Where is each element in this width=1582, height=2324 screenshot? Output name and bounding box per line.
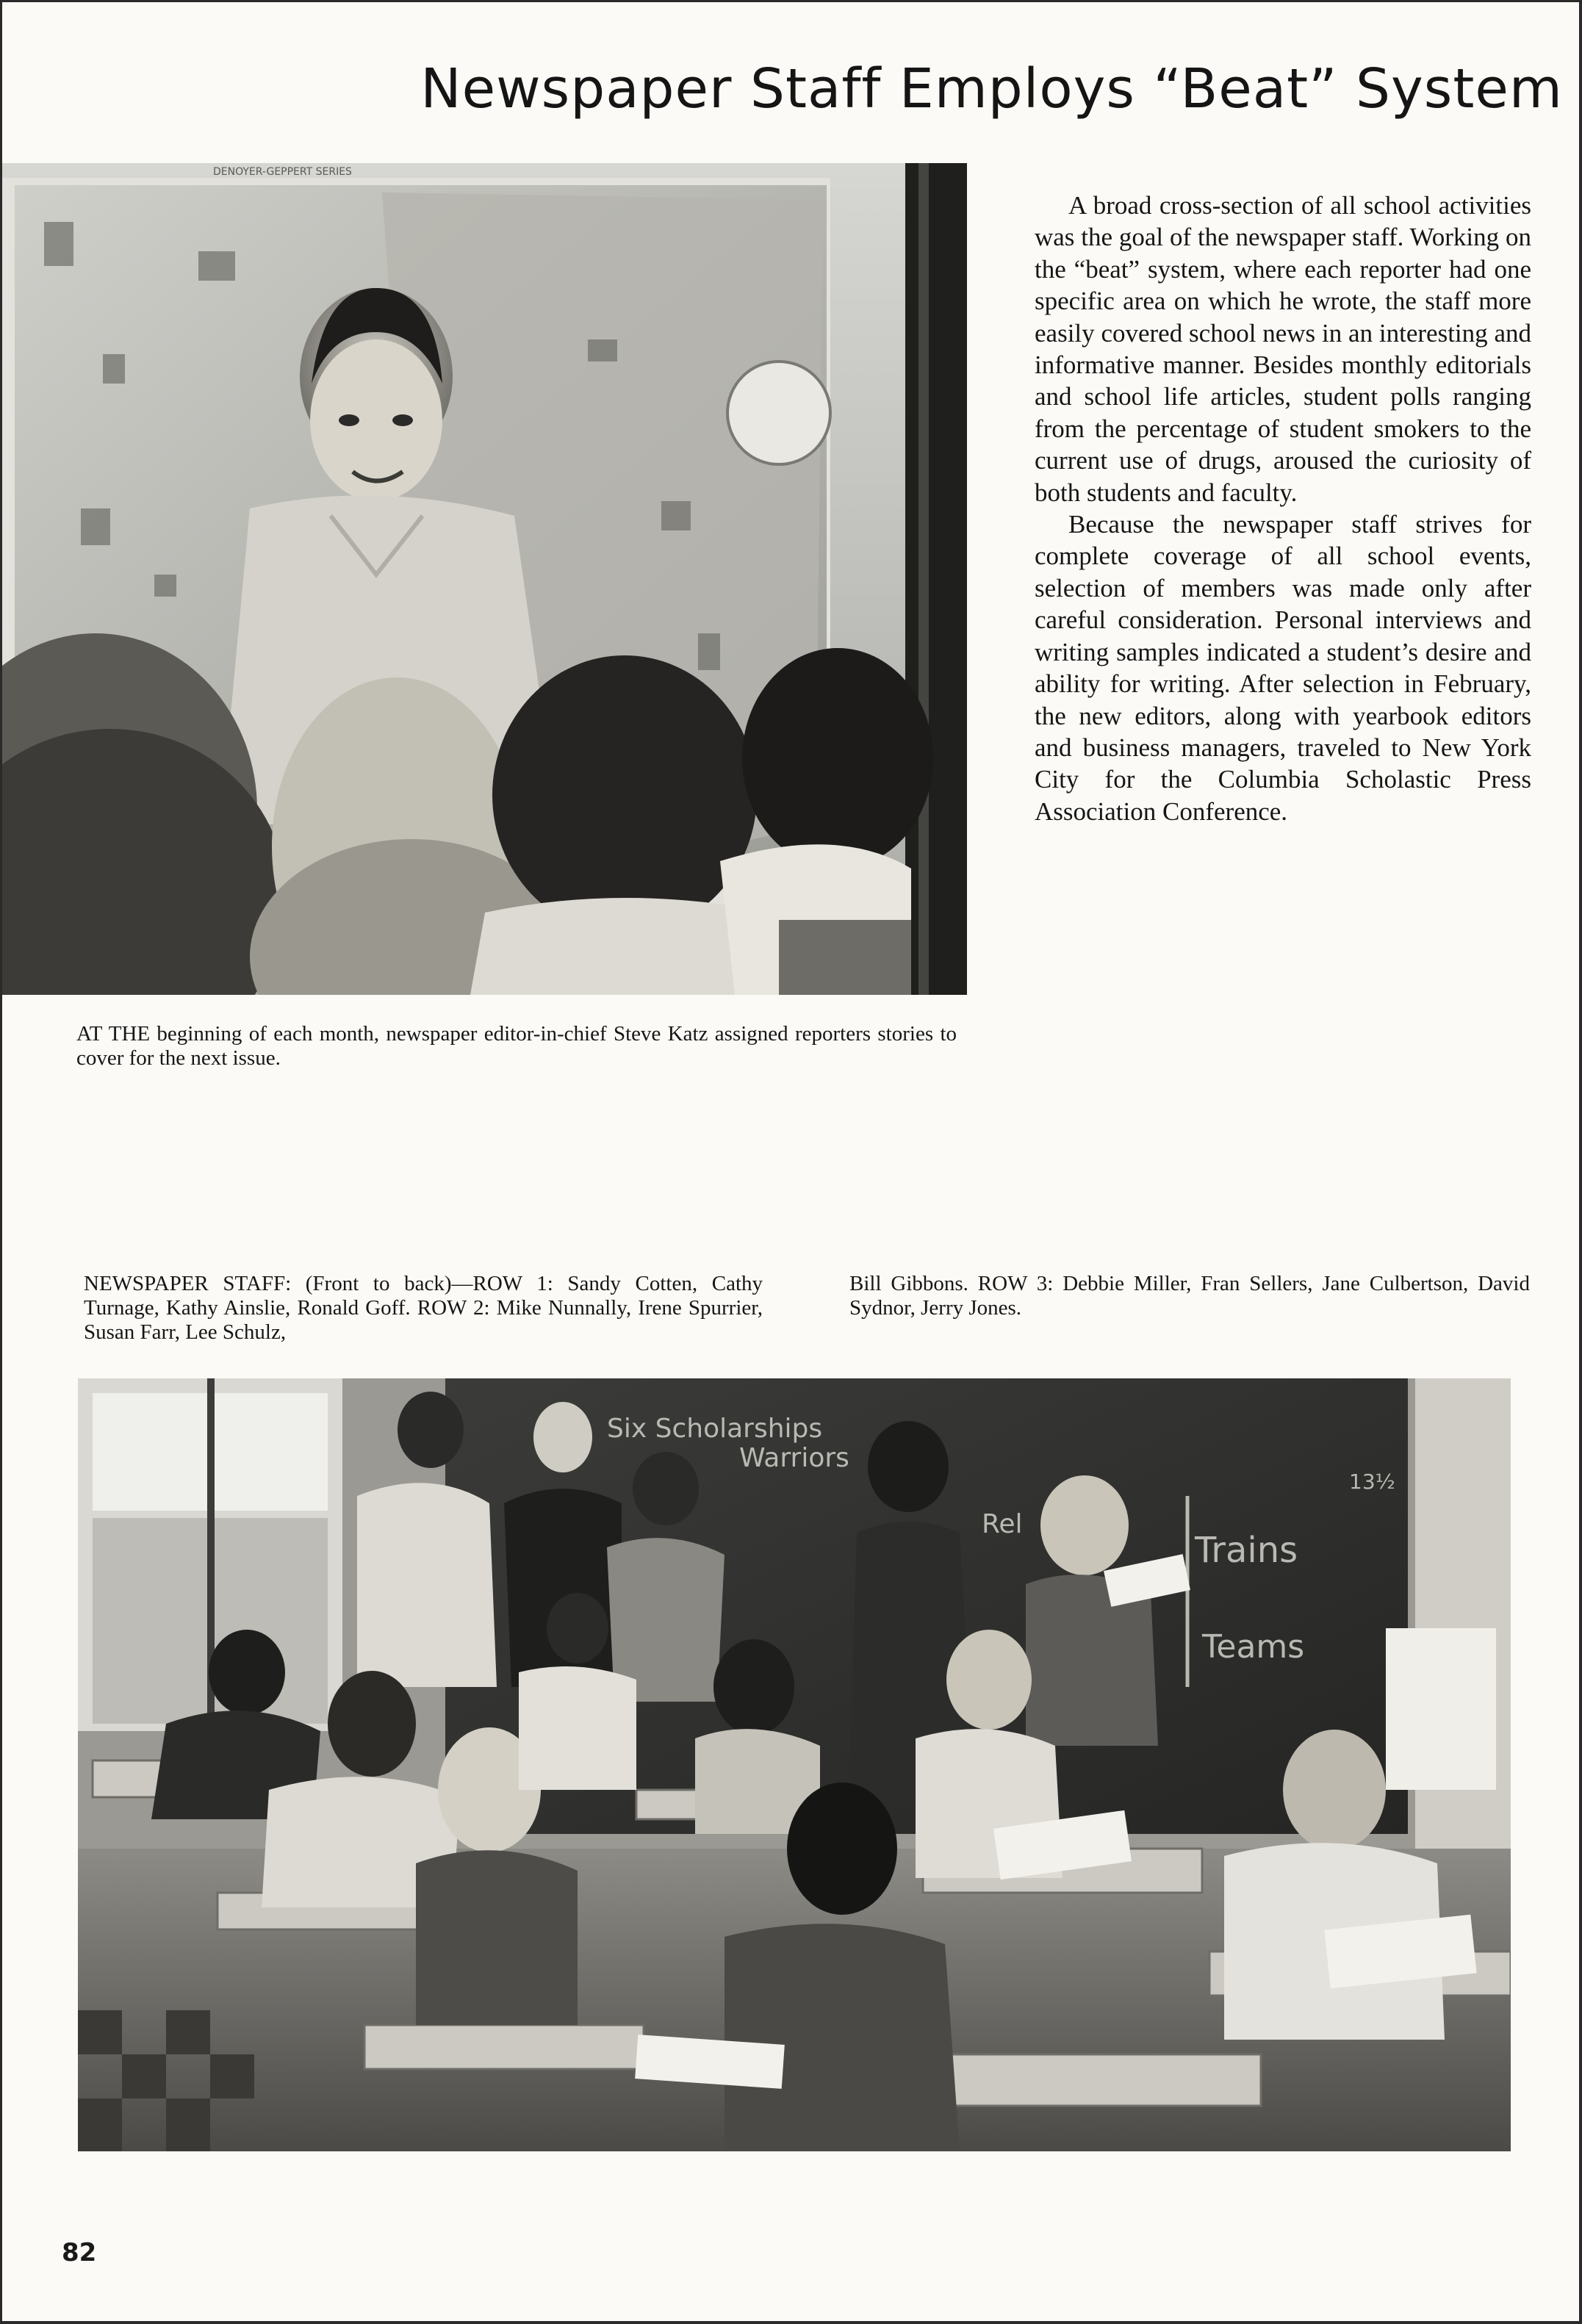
article-paragraph: A broad cross-section of all school activities was the goal of the newspaper staff. Working on the “beat” system, where each reporter had one specific area on which he wrote, the staff more easily covered school news in an interesting and informative manner. Besides monthly editorials and school life articles, student polls ranging from the percentage of student smokers to the current use of drugs, aroused the curiosity of both students and faculty. bbox=[1035, 191, 1531, 507]
staff-photo bbox=[78, 1378, 1511, 2151]
chalk-text: Rel bbox=[982, 1509, 1023, 1539]
chalk-text: Warriors bbox=[739, 1443, 849, 1473]
article-paragraph: Because the newspaper staff strives for complete coverage of all school events, selection of members was made only after careful consideration. Personal interviews and writing samples indicated a student’s desire and ability for writing. After selection in February, the new editors, along with yearbook editors and business managers, traveled to New York City for the Columbia Scholastic Press Association Conference. bbox=[1035, 510, 1531, 826]
page-headline: Newspaper Staff Employs “Beat” System bbox=[420, 57, 1563, 120]
editor-photo-caption: AT THE beginning of each month, newspaper editor-in-chief Steve Katz assigned reporters stories to cover for the next issue. bbox=[76, 1022, 957, 1070]
chalk-text: Trains bbox=[1195, 1530, 1298, 1571]
staff-caption-part2: Bill Gibbons. ROW 3: Debbie Miller, Fran Sellers, Jane Culbertson, David Sydnor, Jerry Jones. bbox=[849, 1272, 1530, 1320]
chalk-text: 13½ bbox=[1349, 1469, 1395, 1494]
staff-caption-part1: NEWSPAPER STAFF: (Front to back)—ROW 1: Sandy Cotten, Cathy Turnage, Kathy Ainslie, Ronald Goff. ROW 2: Mike Nunnally, Irene Spurrier, Susan Farr, Lee Schulz, bbox=[84, 1272, 763, 1344]
editor-photo bbox=[0, 163, 967, 995]
article-body bbox=[1035, 190, 1531, 827]
chalk-text: Teams bbox=[1202, 1628, 1305, 1666]
chalk-text: Six Scholarships bbox=[607, 1414, 823, 1444]
map-header-text: DENOYER-GEPPERT SERIES bbox=[213, 166, 352, 178]
page-number: 82 bbox=[62, 2238, 97, 2267]
